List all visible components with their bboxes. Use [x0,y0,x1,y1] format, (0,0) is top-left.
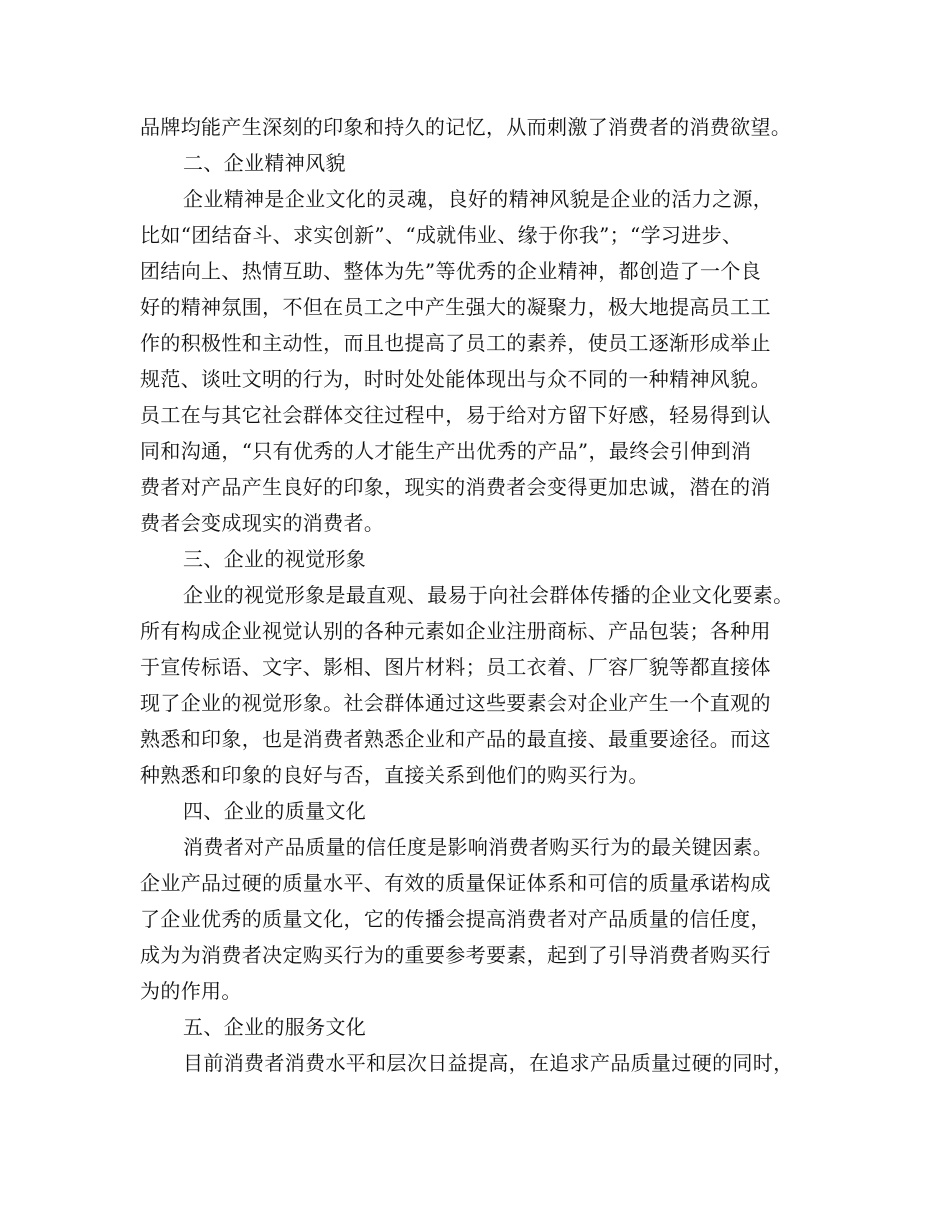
text-line: 二、企业精神风貌 [183,151,346,175]
text-line: 费者对产品产生良好的印象，现实的消费者会变得更加忠诚，潜在的消 [140,475,771,499]
text-line: 费者会变成现实的消费者。 [140,511,385,535]
text-line: 成为为消费者决定购买行为的重要参考要素，起到了引导消费者购买行 [140,943,771,967]
text-line: 团结向上、热情互助、整体为先”等优秀的企业精神，都创造了一个良 [140,259,762,283]
text-line: 好的精神氛围，不但在员工之中产生强大的凝聚力，极大地提高员工工 [140,295,771,319]
text-line: 四、企业的质量文化 [183,799,367,823]
text-line: 了企业优秀的质量文化，它的传播会提高消费者对产品质量的信任度， [140,907,771,931]
document-body [140,109,840,1081]
text-line: 目前消费者消费水平和层次日益提高，在追求产品质量过硬的同时， [183,1051,794,1075]
text-line: 企业的视觉形象是最直观、最易于向社会群体传播的企业文化要素。 [183,583,794,607]
text-line: 作的积极性和主动性，而且也提高了员工的素养，使员工逐渐形成举止 [140,331,771,355]
text-line: 企业精神是企业文化的灵魂，良好的精神风貌是企业的活力之源， [183,187,774,211]
text-line: 员工在与其它社会群体交往过程中，易于给对方留下好感，轻易得到认 [140,403,771,427]
text-line: 所有构成企业视觉认别的各种元素如企业注册商标、产品包装；各种用 [140,619,771,643]
text-line: 消费者对产品质量的信任度是影响消费者购买行为的最关键因素。 [183,835,774,859]
text-line: 为的作用。 [140,979,242,1003]
text-line: 规范、谈吐文明的行为，时时处处能体现出与众不同的一种精神风貌。 [140,367,771,391]
text-line: 熟悉和印象，也是消费者熟悉企业和产品的最直接、最重要途径。而这 [140,727,771,751]
text-line: 企业产品过硬的质量水平、有效的质量保证体系和可信的质量承诺构成 [140,871,771,895]
text-line: 比如“团结奋斗、求实创新”、“成就伟业、缘于你我”；“学习进步、 [140,223,743,247]
text-line: 现了企业的视觉形象。社会群体通过这些要素会对企业产生一个直观的 [140,691,771,715]
text-line: 同和沟通，“只有优秀的人才能生产出优秀的产品”，最终会引伸到消 [140,439,752,463]
text-line: 于宣传标语、文字、影相、图片材料；员工衣着、厂容厂貌等都直接体 [140,655,771,679]
text-line: 品牌均能产生深刻的印象和持久的记忆，从而刺激了消费者的消费欲望。 [140,115,792,139]
text-line: 五、企业的服务文化 [183,1015,367,1039]
text-line: 三、企业的视觉形象 [183,547,367,571]
text-line: 种熟悉和印象的良好与否，直接关系到他们的购买行为。 [140,763,649,787]
